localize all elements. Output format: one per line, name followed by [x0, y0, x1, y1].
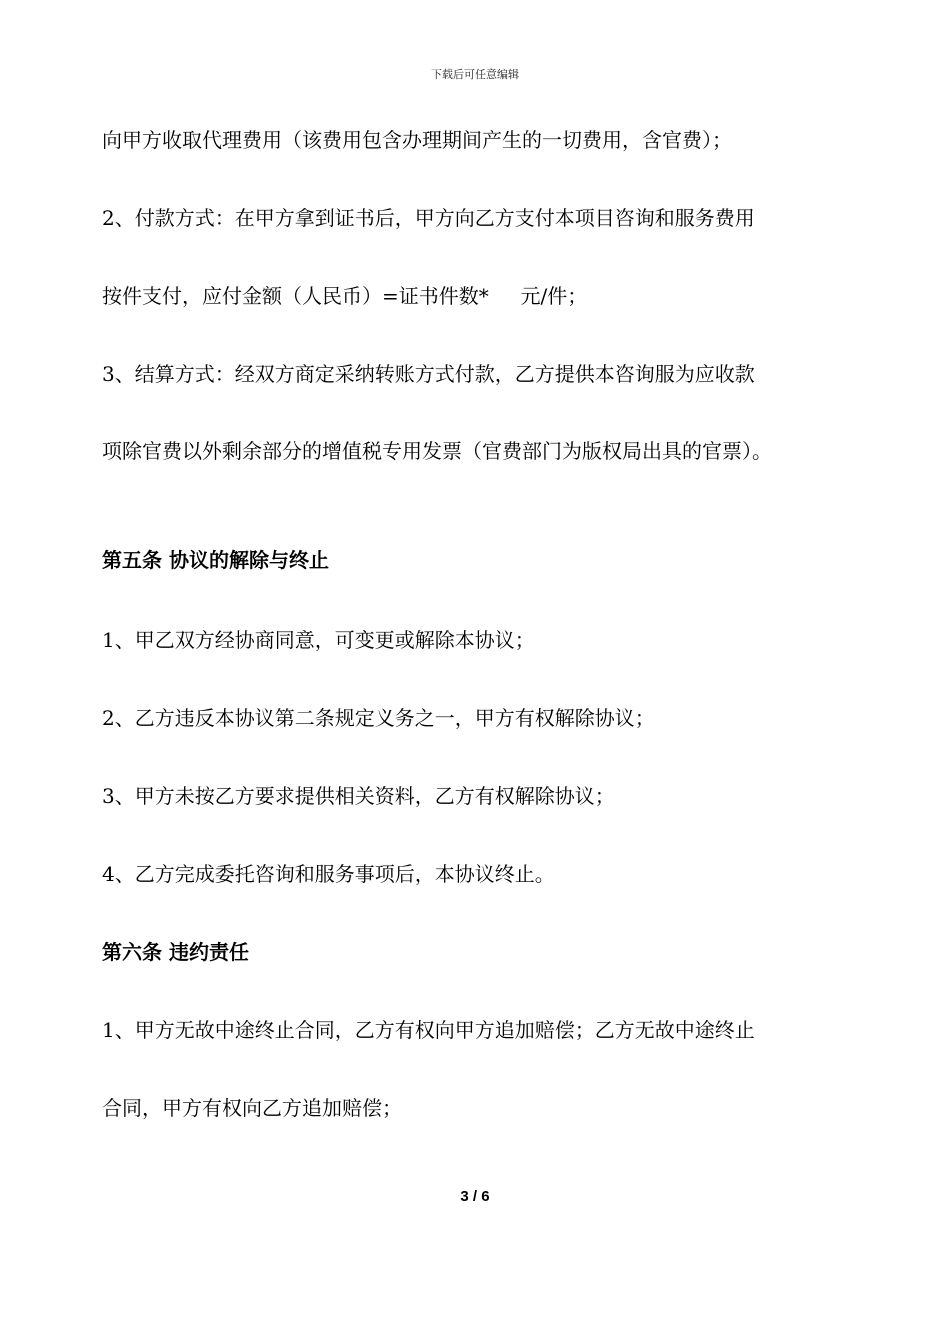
- article-5-item-1: 1、甲乙双方经协商同意，可变更或解除本协议；: [102, 628, 535, 652]
- article-5-item-4: 4、乙方完成委托咨询和服务事项后，本协议终止。: [102, 862, 555, 886]
- paragraph-payment-method: 2、付款方式：在甲方拿到证书后，甲方向乙方支付本项目咨询和服务费用: [102, 206, 755, 230]
- page-header: 下载后可任意编辑: [431, 68, 519, 81]
- article-5-item-2: 2、乙方违反本协议第二条规定义务之一，甲方有权解除协议；: [102, 706, 655, 730]
- section-heading-article-5: 第五条 协议的解除与终止: [102, 548, 329, 572]
- article-6-item-1-line-1: 1、甲方无故中途终止合同，乙方有权向甲方追加赔偿；乙方无故中途终止: [102, 1018, 755, 1042]
- paragraph-fee-line: 向甲方收取代理费用（该费用包含办理期间产生的一切费用，含官费）；: [102, 128, 732, 152]
- page-number: 3 / 6: [460, 1188, 490, 1205]
- article-6-item-1-line-2: 合同，甲方有权向乙方追加赔偿；: [102, 1096, 402, 1120]
- section-heading-article-6: 第六条 违约责任: [102, 940, 249, 964]
- paragraph-settlement-invoice: 项除官费以外剩余部分的增值税专用发票（官费部门为版权局出具的官票）。: [102, 439, 772, 463]
- paragraph-settlement-method: 3、结算方式：经双方商定采纳转账方式付款，乙方提供本咨询服为应收款: [102, 362, 755, 386]
- article-5-item-3: 3、甲方未按乙方要求提供相关资料，乙方有权解除协议；: [102, 784, 615, 808]
- paragraph-payment-amount: 按件支付，应付金额（人民币）=证书件数* 元/件；: [102, 284, 588, 308]
